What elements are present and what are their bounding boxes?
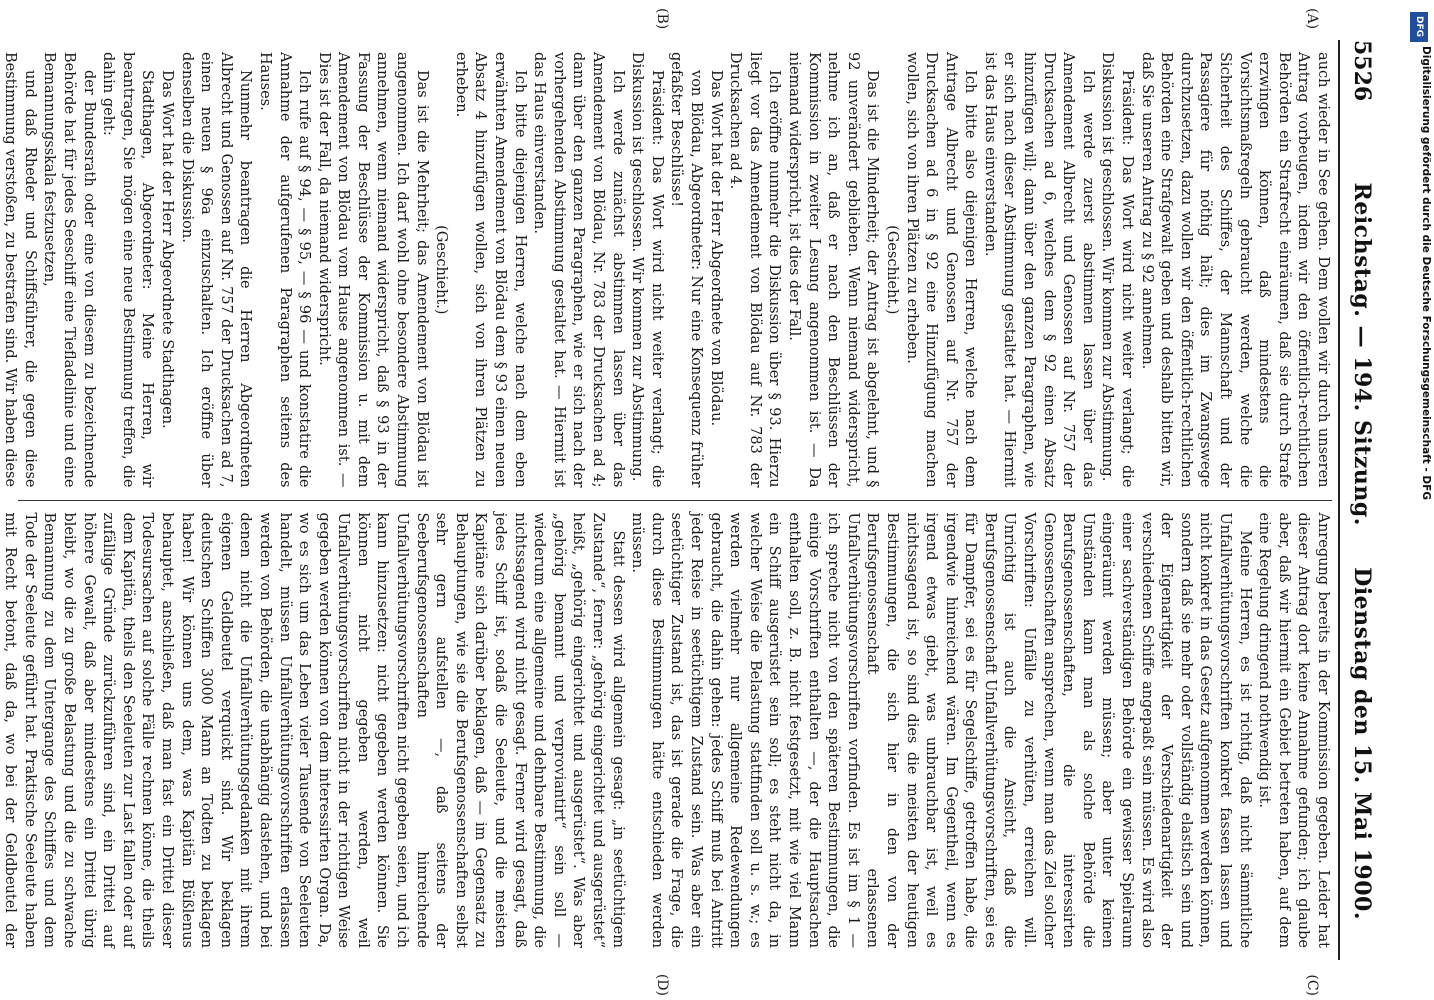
- header-right-title: Dienstag den 15. Mai 1900.: [1349, 567, 1375, 920]
- margin-marker-a: (A): [1304, 8, 1320, 30]
- left-column: [2, 40, 1332, 500]
- margin-marker-b: (B): [654, 8, 670, 30]
- paragraph: Präsident: Das Wort wird nicht weiter verlangt; die Diskussion ist geschlossen. Wir kommen zur Abstimmung.: [1099, 52, 1136, 488]
- paragraph: der Bundesrath oder eine von diesem zu bezeichnende Behörde hat für jedes Seeschiff eine Tiefladelinie und eine Bemannungsskala festzusetzen,: [41, 52, 97, 488]
- paragraph: Stadthagen, Abgeordneter: Meine Herren, wir beantragen, Sie mögen eine neue Bestimmung treffen, die dahin geht:: [100, 52, 156, 488]
- rotated-page: [2, 0, 1390, 1000]
- paragraph: Ich rufe auf § 94, — § 95, — § 96 — und konstatire die Annahme der aufgerufenen Paragraphen seitens des Hauses.: [256, 52, 313, 488]
- header-rule: [1338, 40, 1340, 960]
- paragraph: Das ist die Minderheit; der Antrag ist abgelehnt, und § 92 unverändert geblieben. Wenn niemand widerspricht, nehme ich an, daß er nach den Beschlüssen der Kommission in zweiter Lesung angenommen ist. — Da niemand widerspricht, ist dies der Fall.: [785, 52, 881, 488]
- paragraph: Das Wort hat der Herr Abgeordnete Stadthagen.: [158, 70, 175, 429]
- margin-marker-d: (D): [654, 973, 670, 996]
- paragraph: Ich werde zuerst abstimmen lassen über das Amendement Albrecht und Genossen auf Nr. 757 der Drucksachen ad 6, welches dem § 92 einen Absatz hinzufügen will; dann über den ganzen Paragraphen, wie er sich nach dieser Abstimmung gestaltet hat. — Hiermit ist das Haus einverstanden.: [981, 52, 1096, 488]
- paragraph: Das Wort hat der Herr Abgeordnete von Blödau.: [707, 70, 724, 427]
- paragraph: Meine Herren, es ist richtig, daß nicht sämmtliche Unfallverhütungsvorschriften konkret fassen lassen und nicht konkret in das Gesetz aufgenommen werden können, sondern daß sie mehr oder vollständig elastisch sein und der Eigenartigkeit der Verschiedenartigkeit der verschiedenen Schiffe angepaßt sein müssen. Es wird also einer sachverständigen Behörde ein gewisser Spielraum eingeräumt werden müssen; aber unter keinen Umständen kann man als solche Behörde die Berufsgenossenschaften, die interessirten Genossenschaften ansprechen, wenn man das Ziel solcher Vorschriften: Unfälle zu verhüten, erreichen will. Unrichtig ist auch die Ansicht, daß die Berufsgenossenschaft Unfallverhütungsvorschriften, sei es für Dampfer, sei es für Segelschiffe, getroffen habe, die irgendwie hinreichend wären. Im Gegentheil, wenn es irgend etwas giebt, was unbrauchbar ist, weil es nichtssagend ist, so sind dies die meisten der heutigen Bestimmungen, die sich hier in den von der Berufsgenossenschaft erlassenen Unfallverhütungsvorschriften vorfinden. Es ist im § 1 — ich spreche nicht von den späteren Bestimmungen, die einige Vorschriften enthalten —, der die Hauptsachen enthalten soll, z. B. nicht festgesetzt, mit wie viel Mann ein Schiff ausgerüstet sein soll; es steht nicht da, in welcher Weise die Belastung stattfinden soll u. s. w.; es werden vielmehr nur allgemeine Redewendungen gebraucht, die dahin gehen: jedes Schiff muß bei Antritt jeder Reise in seetüchtigem Zustand sein. Was aber ein seetüchtiger Zustand ist, das ist gerade die Frage, die durch diese Bestimmungen hätte entschieden werden müssen.: [629, 512, 1253, 948]
- paragraph: Ich eröffne nunmehr die Diskussion über § 93. Hierzu liegt vor das Amendement von Blödau auf Nr. 783 der Drucksachen ad 4.: [727, 52, 783, 488]
- paragraph: auch wieder in See gehen. Dem wollen wir durch unseren Antrag vorbeugen, indem wir den öffentlich-rechtlichen Behörden ein Strafrecht einräumen, daß sie durch Strafe erzwingen können, daß mindestens die Vorsichtsmaßregeln gebraucht werden, welche die Sicherheit des Schiffes, der Mannschaft und der Passagiere für nöthig hält; dies im Zwangswege durchzusetzen, dazu wollen wir den öffentlich-rechtlichen Behörden eine Strafgewalt geben und deshalb bitten wir, daß Sie unseren Antrag zu § 92 annehmen.: [1138, 52, 1331, 488]
- page-number: 5526: [1349, 40, 1375, 102]
- page-header: [1342, 40, 1382, 960]
- paragraph: Statt dessen wird allgemein gesagt: „in seetüchtigem Zustande“, ferner: „gehörig eingerichtet und ausgerüstet“ heißt, „gehörig eingerichtet und ausgerüstet“. Was aber „gehörig bemannt und verproviantirt“ sein soll — wiederum eine allgemeine und dehnbare Bestimmung, die nichtssagend wird nicht gesagt. Ferner wird gesagt, daß jedes Schiff ist, sodaß die Seeleute, und die meisten Kapitäne sich darüber beklagen, daß — im Gegensatz zu Behauptungen, wie sie die Berufsgenossenschaften selbst sehr gern aufstellen —, daß seitens der Seeberufsgenossenschaften hinreichende Unfallverhütungsvorschriften nicht gegeben seien, und ich kann hinzusetzen: nicht gegeben werden können. Sie können nicht gegeben werden, weil Unfallverhütungsvorschriften nicht in der richtigen Weise gegeben werden können von dem interessirten Organ. Da, wo es sich um das Leben vieler Tausende von Seeleuten handelt, müssen Unfallverhütungsvorschriften erlassen werden von Behörden, die unabhängig dastehen, und bei denen nicht die Unfallverhütungsgedanken mit ihrem eigenen Geldbeutel verquickt sind. Wir beklagen deutschen Schiffen 3000 Mann an Todten zu beklagen haben! Wir können uns dem, was Kapitän Büßlenus behauptet, anschließen, daß man fast ein Drittel dieser Todesursachen auf solche Fälle rechnen könne, die theils dem Kapitän, theils den Seeleuten zur Last fallen oder auf zufällige Gründe zurückzuführen sind, ein Drittel auf höhere Gewalt, daß aber mindestens ein Drittel übrig bleibt, wo die zu große Belastung und die zu schwache Bemannung zu dem Untergange des Schiffes und dem Tode der Seeleute geführt hat. Praktische Seeleute haben mit Recht betont, daß da, wo bei der Geldbeutel der: [2, 512, 626, 948]
- paragraph: Präsident: Das Wort wird nicht weiter verlangt; die Diskussion ist geschlossen. Wir kommen zur Abstimmung.: [629, 52, 665, 488]
- right-column: [2, 500, 1332, 961]
- margin-marker-c: (C): [1304, 974, 1320, 996]
- header-left-title: Reichstag. — 194. Sitzung.: [1349, 182, 1375, 526]
- digitization-credit: [1406, 6, 1432, 996]
- text-columns: [2, 40, 1332, 960]
- paragraph: und daß Rheder und Schiffsführer, die gegen diese Bestimmung verstoßen, zu bestrafen sind. Wir haben diese: [2, 52, 38, 488]
- paragraph: Anregung bereits in der Kommission gegeben. Leider hat dieser Antrag dort keine Annahme gefunden; ich glaube aber, daß wir hiermit ein Gebiet betreten haben, auf dem eine Regelung dringend nothwendig ist.: [1256, 512, 1331, 948]
- paragraph: (Geschieht.): [433, 225, 450, 315]
- paragraph: (Geschieht.): [883, 225, 900, 315]
- paragraph: Nunmehr beantragen die Herren Abgeordneten Albrecht und Genossen auf Nr. 757 der Drucksachen ad 7, einen neuen § 96a einzuschalten. Ich eröffne über denselben die Diskussion.: [178, 52, 254, 488]
- dfg-logo: DFG: [1410, 12, 1428, 42]
- credit-text: Digitalisierung gefördert durch die Deutsche Forschungsgemeinschaft - DFG: [1420, 46, 1432, 500]
- paragraph: Ich bitte also diejenigen Herren, welche nach dem Antrage Albrecht und Genossen auf Nr. 757 der Drucksachen ad 6 in § 92 eine Hinzufügung machen wollen, sich von ihren Plätzen zu erheben.: [903, 52, 979, 488]
- paragraph: Das ist die Mehrheit; das Amendement von Blödau ist angenommen. Ich darf wohl ohne besondere Abstimmung annehmen, wenn niemand widerspricht, daß § 93 in der Fassung der Beschlüsse der Kommission u. mit dem Amendement von Blödau vom Hause angenommen ist. — Dies ist der Fall, da niemand widerspricht.: [315, 52, 430, 488]
- paragraph: von Blödau, Abgeordneter: Nur eine Konsequenz früher gefaßter Beschlüsse!: [668, 52, 704, 488]
- paragraph: Ich werde zunächst abstimmen lassen über das Amendement von Blödau, Nr. 783 der Drucksachen ad 4; dann über den ganzen Paragraphen, wie er sich nach der vorhergehenden Abstimmung gestaltet hat. — Hiermit ist das Haus einverstanden.: [531, 52, 626, 488]
- paragraph: Ich bitte diejenigen Herren, welche nach dem eben erwähnten Amendement von Blödau dem § 93 einen neuen Absatz 4 hinzufügen wollen, sich von ihren Plätzen zu erheben.: [452, 52, 528, 488]
